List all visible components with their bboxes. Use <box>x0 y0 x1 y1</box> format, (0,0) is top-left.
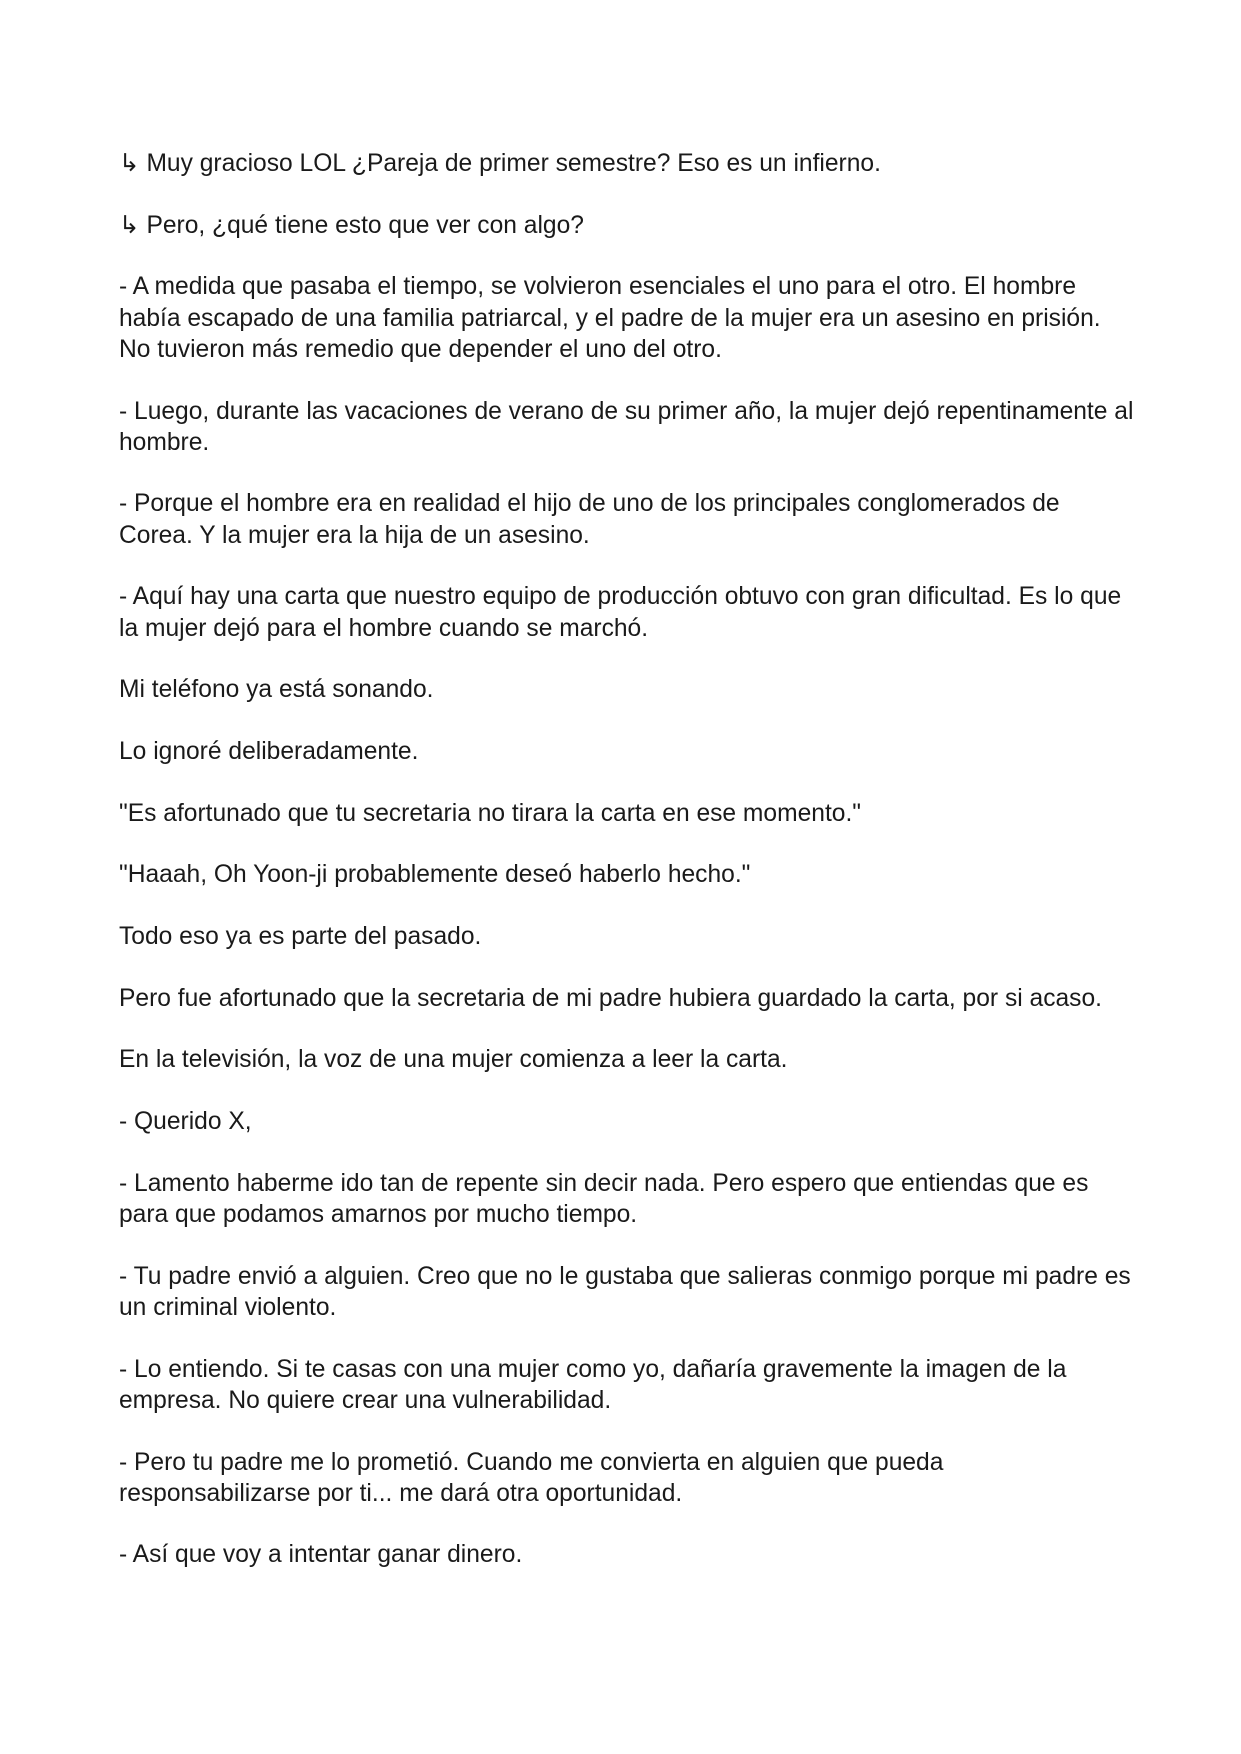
paragraph-5: - Porque el hombre era en realidad el hijo de uno de los principales conglomerados de Corea. Y la mujer era la hija de un asesino. <box>119 490 1060 549</box>
paragraph-9: "Es afortunado que tu secretaria no tirara la carta en ese momento." <box>119 799 862 827</box>
paragraph-4: - Luego, durante las vacaciones de verano de su primer año, la mujer dejó repentinamente al hombre. <box>119 397 1134 456</box>
paragraph-15: - Lamento haberme ido tan de repente sin decir nada. Pero espero que entiendas que es para que podamos amarnos por mucho tiempo. <box>119 1169 1089 1229</box>
paragraph-1: ↳ Muy gracioso LOL ¿Pareja de primer semestre? Eso es un infierno. <box>119 150 881 177</box>
document-body <box>119 148 1134 1571</box>
paragraph-19: - Así que voy a intentar ganar dinero. <box>119 1541 523 1569</box>
paragraph-14: - Querido X, <box>119 1108 252 1136</box>
paragraph-6: - Aquí hay una carta que nuestro equipo de producción obtuvo con gran dificultad. Es lo que la mujer dejó para el hombre cuando se marchó. <box>119 583 1122 642</box>
paragraph-12: Pero fue afortunado que la secretaria de mi padre hubiera guardado la carta, por si acaso. <box>119 984 1102 1012</box>
paragraph-17: - Lo entiendo. Si te casas con una mujer como yo, dañaría gravemente la imagen de la empresa. No quiere crear una vulnerabilidad. <box>119 1355 1067 1414</box>
paragraph-7: Mi teléfono ya está sonando. <box>119 676 434 704</box>
paragraph-18: - Pero tu padre me lo prometió. Cuando me convierta en alguien que pueda responsabilizarse por ti... me dará otra oportunidad. <box>119 1448 944 1507</box>
paragraph-2: ↳ Pero, ¿qué tiene esto que ver con algo? <box>119 211 584 239</box>
paragraph-3: - A medida que pasaba el tiempo, se volvieron esenciales el uno para el otro. El hombre había escapado de una familia patriarcal, y el padre de la mujer era un asesino en prisión. No tuvieron más remedio que depender el uno del otro. <box>119 273 1101 363</box>
paragraph-11: Todo eso ya es parte del pasado. <box>119 923 482 951</box>
paragraph-16: - Tu padre envió a alguien. Creo que no le gustaba que salieras conmigo porque mi padre es un criminal violento. <box>119 1262 1131 1321</box>
paragraph-10: "Haaah, Oh Yoon-ji probablemente deseó haberlo hecho." <box>119 861 751 889</box>
paragraph-13: En la televisión, la voz de una mujer comienza a leer la carta. <box>119 1046 788 1074</box>
paragraph-8: Lo ignoré deliberadamente. <box>119 737 419 765</box>
